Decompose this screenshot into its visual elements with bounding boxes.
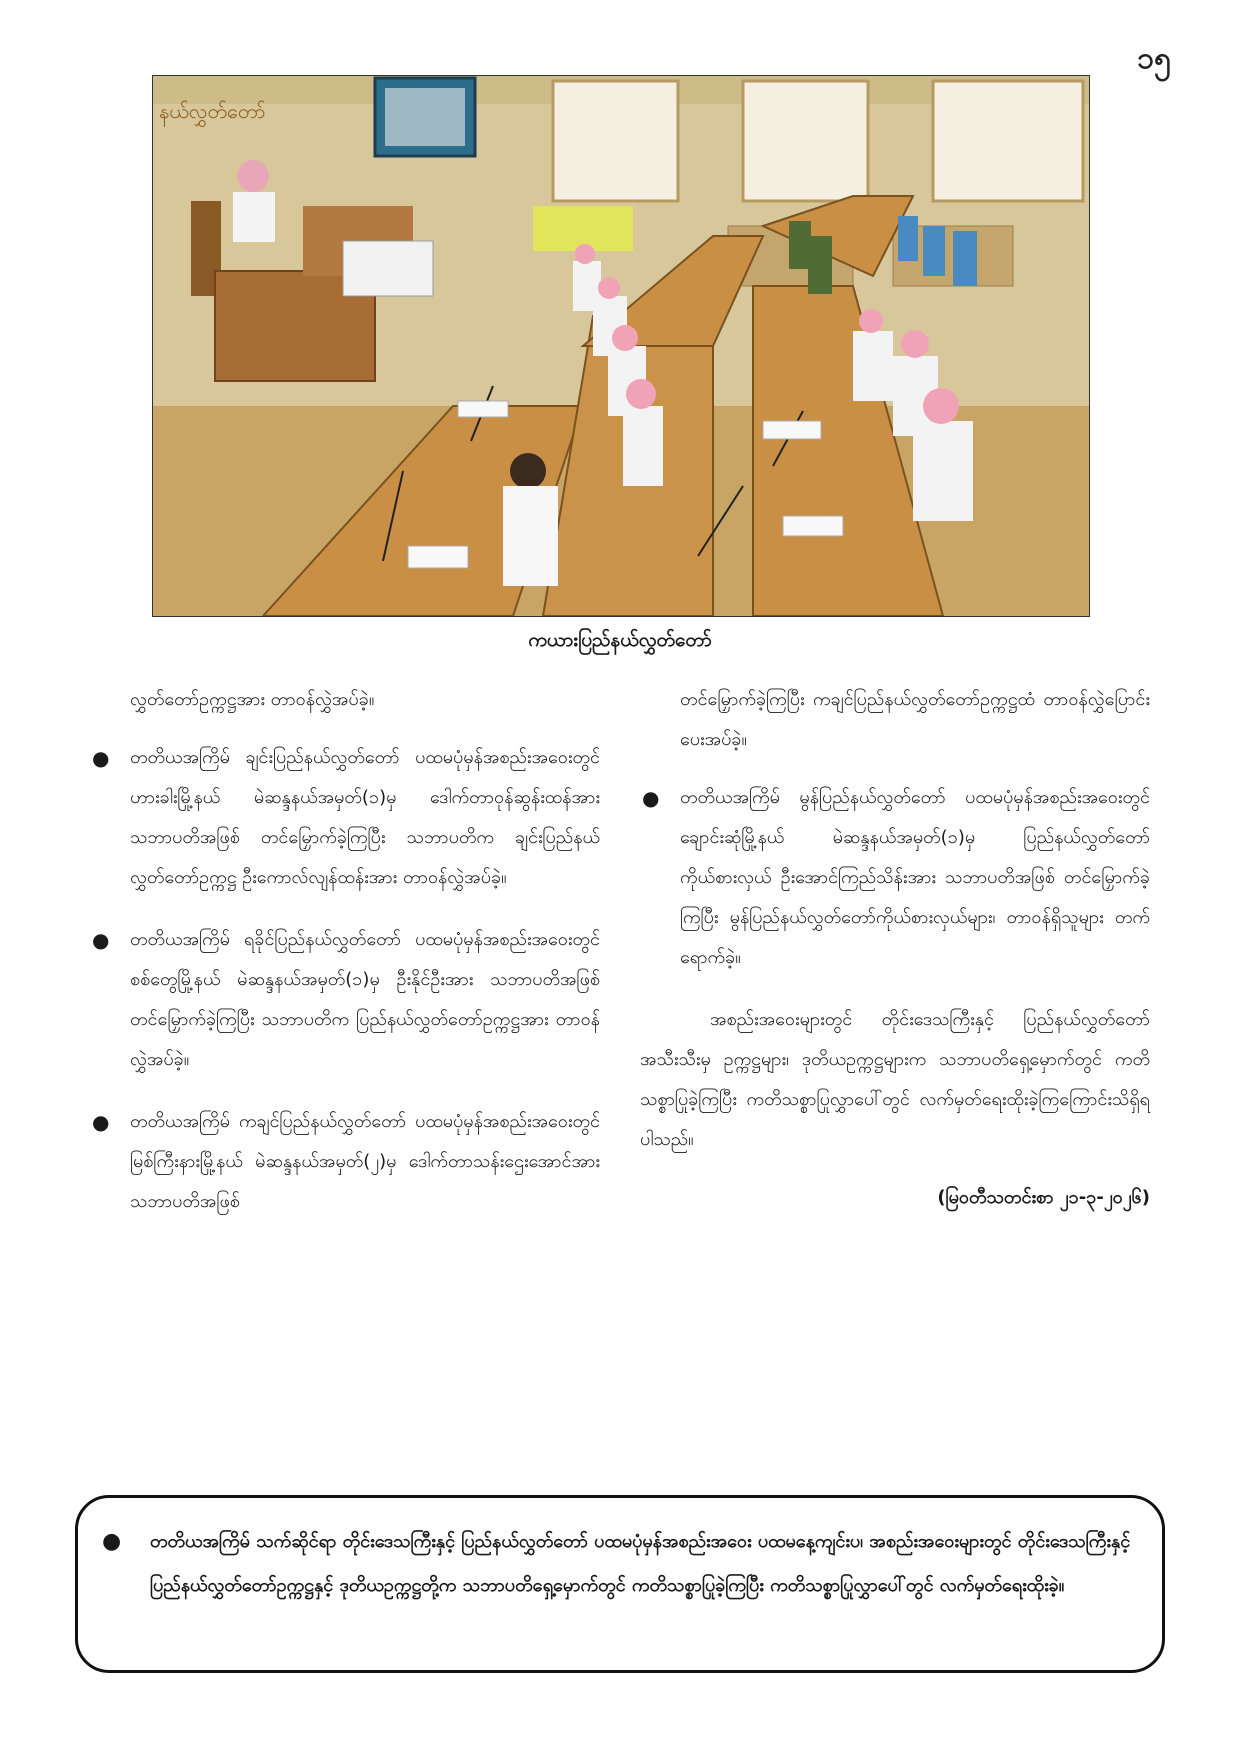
continued-paragraph: တင်မြှောက်ခဲ့ကြပြီး ကချင်ပြည်နယ်လွှတ်တော်ဥက္ကဋ္ဌထံ တာဝန်လွှဲပြောင်းပေးအပ်ခဲ့။ — [680, 689, 1150, 750]
list-item-text: တတိယအကြိမ် ရခိုင်ပြည်နယ်လွှတ်တော် ပထမပုံမှန်အစည်းအဝေးတွင် စစ်တွေမြို့နယ် မဲဆန္ဒနယ်အမှတ်(၁)မှ ဦးနိုင်ဦးအား သဘာပတိအဖြစ် တင်မြှောက်ခဲ့ကြပြီး သဘာပတိက ပြည်နယ်လွှတ်တော်ဥက္ကဋ္ဌအား တာဝန်လွှဲအပ်ခဲ့။ — [130, 929, 600, 1070]
bullet-icon: ● — [92, 928, 110, 952]
photo-caption: ကယားပြည်နယ်လွှတ်တော် — [528, 629, 712, 651]
page-number: ၁၅ — [1137, 41, 1171, 76]
list-item — [90, 920, 600, 1080]
body-paragraph: အစည်းအဝေးများတွင် တိုင်းဒေသကြီးနှင့် ပြည်နယ်လွှတ်တော်အသီးသီးမှ ဥက္ကဋ္ဌများ၊ ဒုတိယဥက္ကဋ္ဌများက သဘာပတိရှေ့မှောက်တွင် ကတိသစ္စာပြုခဲ့ကြပြီး ကတိသစ္စာပြုလွှာပေါ်တွင် လက်မှတ်ရေးထိုးခဲ့ကြကြောင်းသိရှိရပါသည်။ — [640, 1009, 1150, 1150]
news-source: (မြဝတီသတင်းစာ ၂၁-၃-၂၀၂၆) — [937, 1187, 1150, 1208]
list-item-text: တတိယအကြိမ် မွန်ပြည်နယ်လွှတ်တော် ပထမပုံမှန်အစည်းအဝေးတွင် ချောင်းဆုံမြို့နယ် မဲဆန္ဒနယ်အမှတ်(၁)မှ ပြည်နယ်လွှတ်တော်ကိုယ်စားလှယ် ဦးအောင်ကြည်သိန်းအား သဘာပတိအဖြစ် တင်မြှောက်ခဲ့ကြပြီး မွန်ပြည်နယ်လွှတ်တော်ကိုယ်စားလှယ်များ၊ တာဝန်ရှိသူများ တက်ရောက်ခဲ့။ — [680, 787, 1150, 968]
bullet-icon: ● — [102, 1529, 122, 1554]
right-column — [640, 680, 1150, 1218]
parliament-hall-illustration — [153, 76, 1089, 616]
summary-box — [75, 1495, 1165, 1673]
parliament-session-photo — [152, 75, 1090, 617]
list-item-text: တတိယအကြိမ် ချင်းပြည်နယ်လွှတ်တော် ပထမပုံမှန်အစည်းအဝေးတွင် ဟားခါးမြို့နယ် မဲဆန္ဒနယ်အမှတ်(၁)မှ ဒေါက်တာဝုန်ဆွန်းထန်အား သဘာပတိအဖြစ် တင်မြှောက်ခဲ့ကြပြီး သဘာပတိက ချင်းပြည်နယ်လွှတ်တော်ဥက္ကဋ္ဌ ဦးကောလ်လျန်ထန်းအား တာဝန်လွှဲအပ်ခဲ့။ — [130, 747, 600, 888]
summary-text: တတိယအကြိမ် သက်ဆိုင်ရာ တိုင်းဒေသကြီးနှင့် ပြည်နယ်လွှတ်တော် ပထမပုံမှန်အစည်းအဝေး ပထမနေ့ကျင်းပ၊ အစည်းအဝေးများတွင် တိုင်းဒေသကြီးနှင့် ပြည်နယ်လွှတ်တော်ဥက္ကဋ္ဌနှင့် ဒုတိယဥက္ကဋ္ဌတို့က သဘာပတိရှေ့မှောက်တွင် ကတိသစ္စာပြုခဲ့ကြပြီး ကတိသစ္စာပြုလွှာပေါ်တွင် လက်မှတ်ရေးထိုးခဲ့။ — [150, 1531, 1131, 1596]
continued-paragraph: လွှတ်တော်ဥက္ကဋ္ဌအား တာဝန်လွှဲအပ်ခဲ့။ — [130, 689, 375, 710]
list-item — [90, 1102, 600, 1222]
bullet-icon: ● — [92, 746, 110, 770]
wall-sign-text: နယ်လွှတ်တော် — [159, 99, 266, 123]
list-item-text: တတိယအကြိမ် ကချင်ပြည်နယ်လွှတ်တော် ပထမပုံမှန်အစည်းအဝေးတွင် မြစ်ကြီးနားမြို့နယ် မဲဆန္ဒနယ်အမှတ်(၂)မှ ဒေါက်တာသန်းဌေးအောင်အား သဘာပတိအဖြစ် — [130, 1111, 600, 1212]
bullet-icon: ● — [92, 1110, 110, 1134]
list-item — [90, 738, 600, 898]
list-item — [640, 778, 1150, 978]
bullet-icon: ● — [642, 786, 660, 810]
left-column — [90, 680, 600, 1244]
